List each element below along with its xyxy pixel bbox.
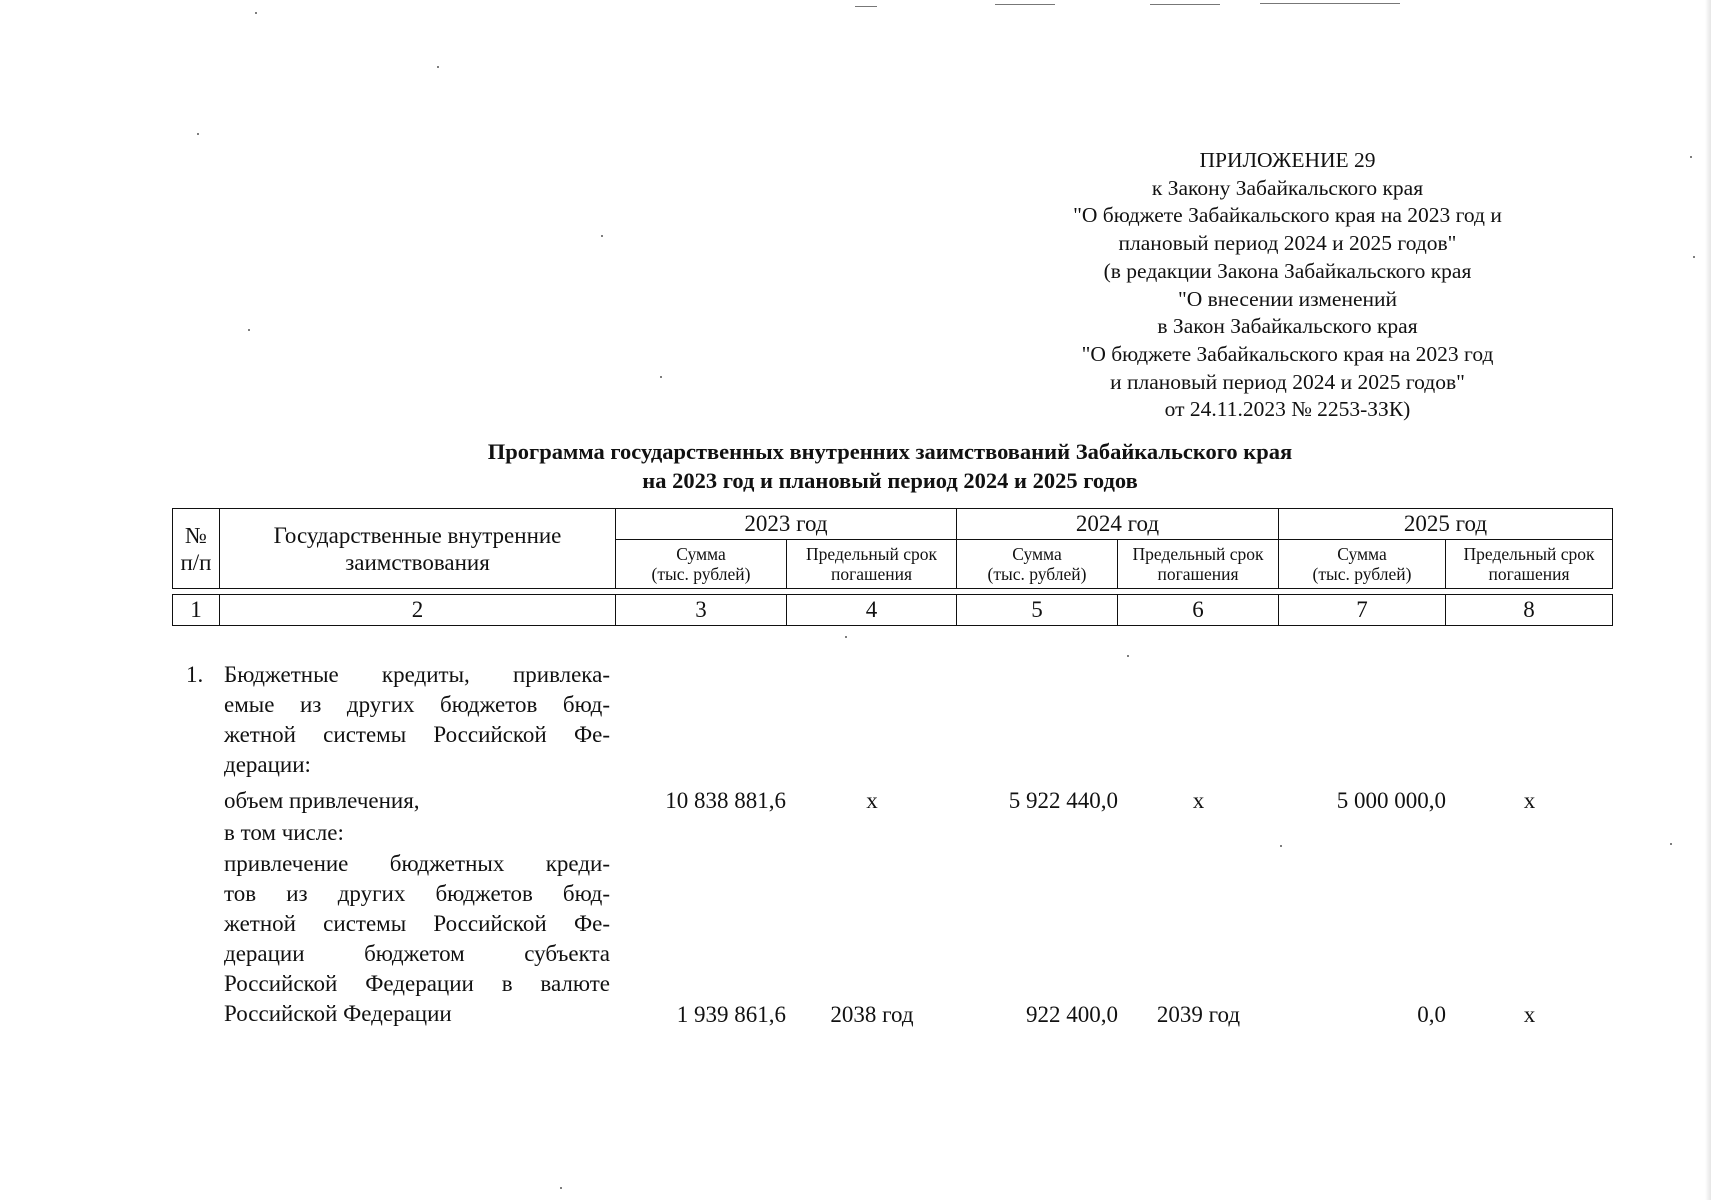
scan-artifact — [995, 4, 1055, 5]
scan-artifact — [560, 1187, 562, 1189]
header-sum — [1279, 540, 1446, 589]
appendix-line: в Закон Забайкальского края — [1157, 314, 1418, 339]
including-label: в том числе: — [224, 820, 344, 845]
section-line: емые из других бюджетов бюд- — [224, 692, 610, 717]
volume-2025-term: х — [1523, 788, 1536, 813]
item-number: 1. — [186, 662, 204, 687]
title-line-2: на 2023 год и плановый период 2024 и 2025 годов — [642, 468, 1138, 493]
volume-2025-sum: 5 000 000,0 — [1336, 788, 1446, 813]
scan-artifact — [1693, 256, 1695, 258]
sub-item-text — [224, 849, 610, 1029]
scan-artifact — [197, 133, 199, 135]
scan-artifact — [1150, 4, 1220, 5]
appendix-line: "О бюджете Забайкальского края на 2023 год — [1081, 341, 1494, 366]
column-number: 3 — [616, 595, 787, 626]
volume-2024-term: х — [1192, 788, 1205, 813]
header-num-line: п/п — [180, 549, 212, 575]
column-number: 1 — [173, 595, 220, 626]
section-line: дерации: — [224, 752, 311, 777]
appendix-line: от 24.11.2023 № 2253-ЗЗК) — [1164, 397, 1411, 422]
header-term-line: погашения — [830, 564, 913, 584]
section-title — [224, 660, 610, 780]
scan-artifact — [255, 12, 257, 14]
table-header — [172, 508, 1613, 589]
header-sum-line: Сумма — [1337, 544, 1387, 564]
header-sum-line: (тыс. рублей) — [987, 564, 1087, 584]
scan-artifact — [1260, 3, 1400, 4]
sub-2025-sum: 0,0 — [1417, 1002, 1446, 1027]
volume-label-cell — [224, 786, 610, 816]
header-name-line: заимствования — [345, 549, 490, 575]
header-sum-line: Сумма — [676, 544, 726, 564]
appendix-line: "О внесении изменений — [1177, 286, 1398, 311]
section-line: жетной системы Российской Фе- — [224, 722, 610, 747]
sub-2023-sum: 1 939 861,6 — [676, 1002, 786, 1027]
scan-artifact — [1280, 845, 1282, 847]
title-line-1: Программа государственных внутренних заимствований Забайкальского края — [487, 439, 1293, 464]
sub-item-line: Российской Федерации в валюте — [224, 971, 610, 996]
header-name — [220, 509, 616, 589]
appendix-line: "О бюджете Забайкальского края на 2023 год и — [1073, 203, 1502, 228]
column-number: 2 — [220, 595, 616, 626]
header-term-line: Предельный срок — [1132, 544, 1264, 564]
header-term — [787, 540, 957, 589]
header-num — [173, 509, 220, 589]
column-number: 8 — [1446, 595, 1613, 626]
appendix-line: плановый период 2024 и 2025 годов" — [1118, 231, 1457, 256]
volume-2023-sum: 10 838 881,6 — [665, 788, 786, 813]
scan-artifact — [855, 6, 877, 7]
scan-artifact — [1670, 843, 1672, 845]
column-number: 4 — [787, 595, 957, 626]
appendix-line: (в редакции Закона Забайкальского края — [1103, 258, 1472, 283]
sub-2025-term: х — [1523, 1002, 1536, 1027]
including-cell — [224, 818, 610, 848]
scan-artifact — [248, 329, 250, 331]
header-sum — [616, 540, 787, 589]
document-title — [300, 437, 1480, 495]
header-sum-line: Сумма — [1012, 544, 1062, 564]
header-term — [1118, 540, 1279, 589]
header-term-line: Предельный срок — [806, 544, 937, 564]
header-term-line: погашения — [1488, 564, 1570, 584]
header-num-line: № — [185, 522, 207, 548]
sub-2024-sum: 922 400,0 — [1026, 1002, 1118, 1027]
scan-artifact — [1127, 655, 1129, 657]
sub-item-line: привлечение бюджетных креди- — [224, 851, 610, 876]
sub-item-line: жетной системы Российской Фе- — [224, 911, 610, 936]
header-year: 2025 год — [1279, 509, 1613, 540]
column-number: 6 — [1118, 595, 1279, 626]
scan-artifact — [660, 376, 662, 378]
header-sum — [957, 540, 1118, 589]
column-number: 5 — [957, 595, 1118, 626]
sub-2023-term: 2038 год — [830, 1002, 914, 1027]
section-line: Бюджетные кредиты, привлека- — [224, 662, 610, 687]
sub-item-line: Российской Федерации — [224, 1001, 452, 1026]
sub-item-line: дерации бюджетом субъекта — [224, 941, 610, 966]
volume-2023-term: х — [866, 788, 878, 813]
appendix-line: ПРИЛОЖЕНИЕ 29 — [1199, 148, 1376, 172]
header-sum-line: (тыс. рублей) — [1312, 564, 1412, 584]
sub-2024-term: 2039 год — [1156, 1002, 1241, 1027]
header-term-line: Предельный срок — [1463, 544, 1595, 564]
appendix-block — [1000, 147, 1575, 424]
header-year: 2024 год — [957, 509, 1279, 540]
scan-artifact — [601, 235, 603, 237]
column-number: 7 — [1279, 595, 1446, 626]
header-name-line: Государственные внутренние — [273, 522, 562, 548]
header-term-line: погашения — [1157, 564, 1239, 584]
header-sum-line: (тыс. рублей) — [651, 564, 751, 584]
appendix-line: к Закону Забайкальского края — [1151, 175, 1424, 200]
header-year: 2023 год — [616, 509, 957, 540]
appendix-line: и плановый период 2024 и 2025 годов" — [1110, 369, 1465, 394]
scan-edge-shadow — [1705, 0, 1711, 1200]
header-term — [1446, 540, 1613, 589]
scan-artifact — [845, 636, 847, 638]
scan-artifact — [437, 66, 439, 68]
column-numbers-row — [172, 594, 1613, 626]
scan-artifact — [1690, 156, 1692, 158]
sub-item-line: тов из других бюджетов бюд- — [224, 881, 610, 906]
volume-2024-sum: 5 922 440,0 — [1008, 788, 1118, 813]
volume-label: объем привлечения, — [224, 788, 420, 813]
